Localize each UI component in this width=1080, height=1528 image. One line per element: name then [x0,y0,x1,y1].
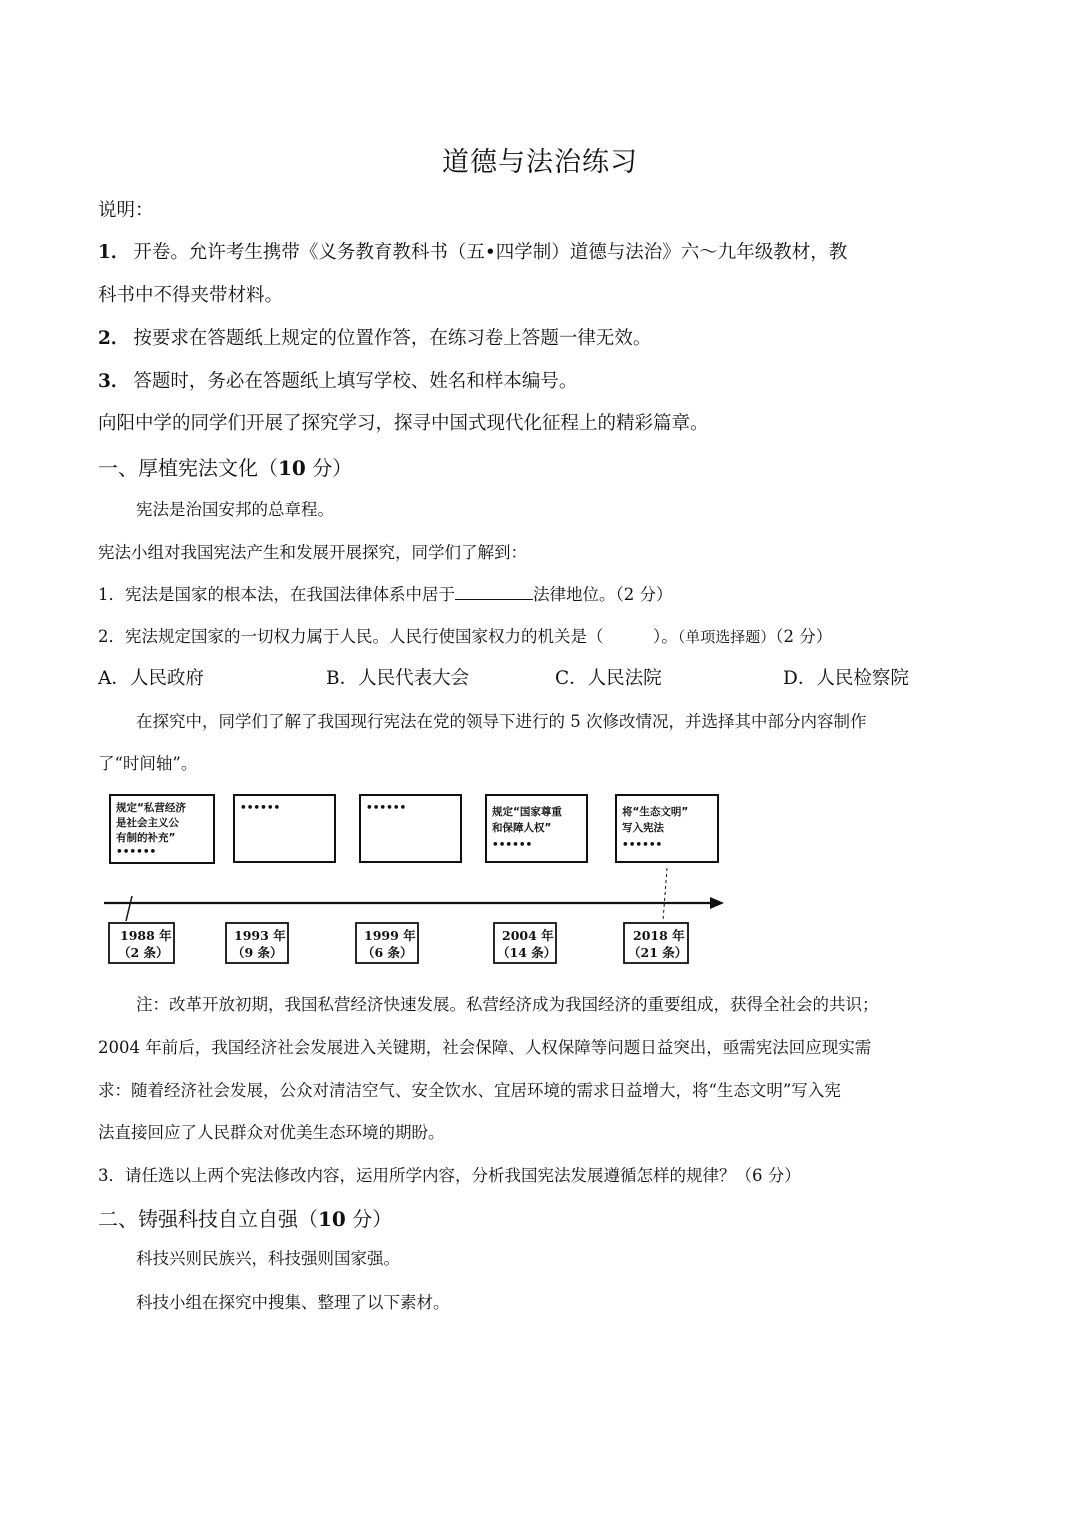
constitution-timeline [100,786,740,968]
timeline-box-2 [234,795,335,862]
section-1-lead: 宪法是治国安邦的总章程。 [136,500,334,519]
timeline-box-5-line-2: 写入宪法 [622,822,664,834]
intro-text: 向阳中学的同学们开展了探究学习，探寻中国式现代化征程上的精彩篇章。 [98,413,709,434]
question-1-pre: 1．宪法是国家的根本法，在我国法律体系中居于 [98,585,455,604]
timeline-box-1 [110,795,214,863]
option-d[interactable]: D．人民检察院 [783,668,909,689]
document-title: 道德与法治练习 [442,147,638,178]
section-1-heading [98,452,352,481]
timeline-box-5-line-1: 将“生态文明” [622,806,689,818]
arrow-head-icon [710,897,724,909]
note-line-3: 求：随着经济社会发展，公众对清洁空气、安全饮水、宜居环境的需求日益增大，将“生态文明”写入宪 [98,1081,841,1100]
timeline-year-label: 2018 年 [633,928,685,943]
timeline-box-2-line-1: •••••• [240,802,281,814]
timeline-year-count: （21 条） [628,945,688,960]
note-line-2: 2004 年前后，我国经济社会发展进入关键期，社会保障、人权保障等问题日益突出，亟需宪法回应现实需 [98,1038,872,1057]
question-2 [98,623,832,647]
option-c[interactable]: C．人民法院 [555,668,662,689]
instruction-number: 1． [98,242,130,263]
section-2-group: 科技小组在探究中搜集、整理了以下素材。 [136,1293,450,1312]
timeline-box-5 [616,795,718,862]
timeline-year-label: 1993 年 [234,928,286,943]
timeline-box-3-line-1: •••••• [366,802,407,814]
question-1 [98,581,673,605]
question-1-post: 法律地位。（2 分） [533,585,673,604]
section-title-pre: 二、铸强科技自立自强（ [98,1207,318,1231]
timeline-year-count: （14 条） [497,945,557,960]
answer-blank[interactable] [455,581,533,600]
section-title-post: 分） [345,1207,393,1231]
timeline-year-1988 [109,923,174,963]
timeline-box-4-line-2: 和保障人权” [492,822,552,834]
section-title-post: 分） [305,456,353,480]
instruction-number: 3． [98,371,130,392]
section-2-heading [98,1203,392,1232]
section-1-group: 宪法小组对我国宪法产生和发展开展探究，同学们了解到： [98,543,527,562]
timeline-year-label: 1999 年 [364,928,416,943]
timeline-tick-5 [663,868,667,921]
instruction-text: 答题时，务必在答题纸上填写学校、姓名和样本编号。 [133,371,578,392]
timeline-box-1-line-3: 有制的补充” [116,832,176,844]
instruction-text: 按要求在答题纸上规定的位置作答，在练习卷上答题一律无效。 [133,328,652,349]
timeline-box-4 [486,795,587,862]
timeline-box-4-line-3: •••••• [492,839,533,851]
option-b[interactable]: B．人民代表大会 [326,668,470,689]
instructions-heading: 说明： [98,200,154,221]
instruction-item-2 [98,324,651,350]
section-points: 10 [318,1207,346,1231]
timeline-year-count: （2 条） [118,945,169,960]
timeline-box-1-line-2: 是社会主义公 [116,817,179,829]
question-2-score: （2 分） [775,627,833,646]
explore-line-1: 在探究中，同学们了解了我国现行宪法在党的领导下进行的 5 次修改情况，并选择其中部分内容制作 [136,712,867,731]
timeline-year-label: 1988 年 [120,928,172,943]
question-3: 3．请任选以上两个宪法修改内容，运用所学内容，分析我国宪法发展遵循怎样的规律？（6 分） [98,1166,801,1185]
instruction-item-1-line2: 科书中不得夹带材料。 [98,285,284,306]
section-title-pre: 一、厚植宪法文化（ [98,456,278,480]
note-line-1: 注：改革开放初期，我国私营经济快速发展。私营经济成为我国经济的重要组成，获得全社会的共识； [136,995,879,1014]
timeline-year-1999 [356,923,418,963]
timeline-year-count: （6 条） [362,945,413,960]
timeline-year-1993 [226,923,288,963]
timeline-tick-1 [126,896,132,921]
timeline-year-2018 [624,923,688,963]
timeline-box-1-line-4: •••••• [116,846,157,858]
section-points: 10 [278,456,306,480]
instruction-text: 开卷。允许考生携带《义务教育教科书（五•四学制）道德与法治》六～九年级教材，教 [133,242,848,263]
timeline-box-4-line-1: 规定“国家尊重 [492,806,562,818]
instruction-item-3 [98,367,577,393]
timeline-box-3 [360,795,461,862]
instruction-item-1-line1 [98,238,847,264]
instruction-number: 2． [98,328,130,349]
question-2-main: 2．宪法规定国家的一切权力属于人民。人民行使国家权力的机关是（ ）。 [98,627,678,646]
option-a[interactable]: A．人民政府 [98,668,204,689]
timeline-year-label: 2004 年 [502,928,554,943]
timeline-year-count: （9 条） [232,945,283,960]
explore-line-2: 了“时间轴”。 [98,754,198,773]
timeline-box-1-line-1: 规定“私营经济 [116,802,186,814]
section-2-lead: 科技兴则民族兴，科技强则国家强。 [136,1249,400,1268]
timeline-year-2004 [494,923,556,963]
note-line-4: 法直接回应了人民群众对优美生态环境的期盼。 [98,1123,445,1142]
timeline-box-5-line-3: •••••• [622,839,663,851]
question-2-type: （单项选择题） [677,628,776,646]
